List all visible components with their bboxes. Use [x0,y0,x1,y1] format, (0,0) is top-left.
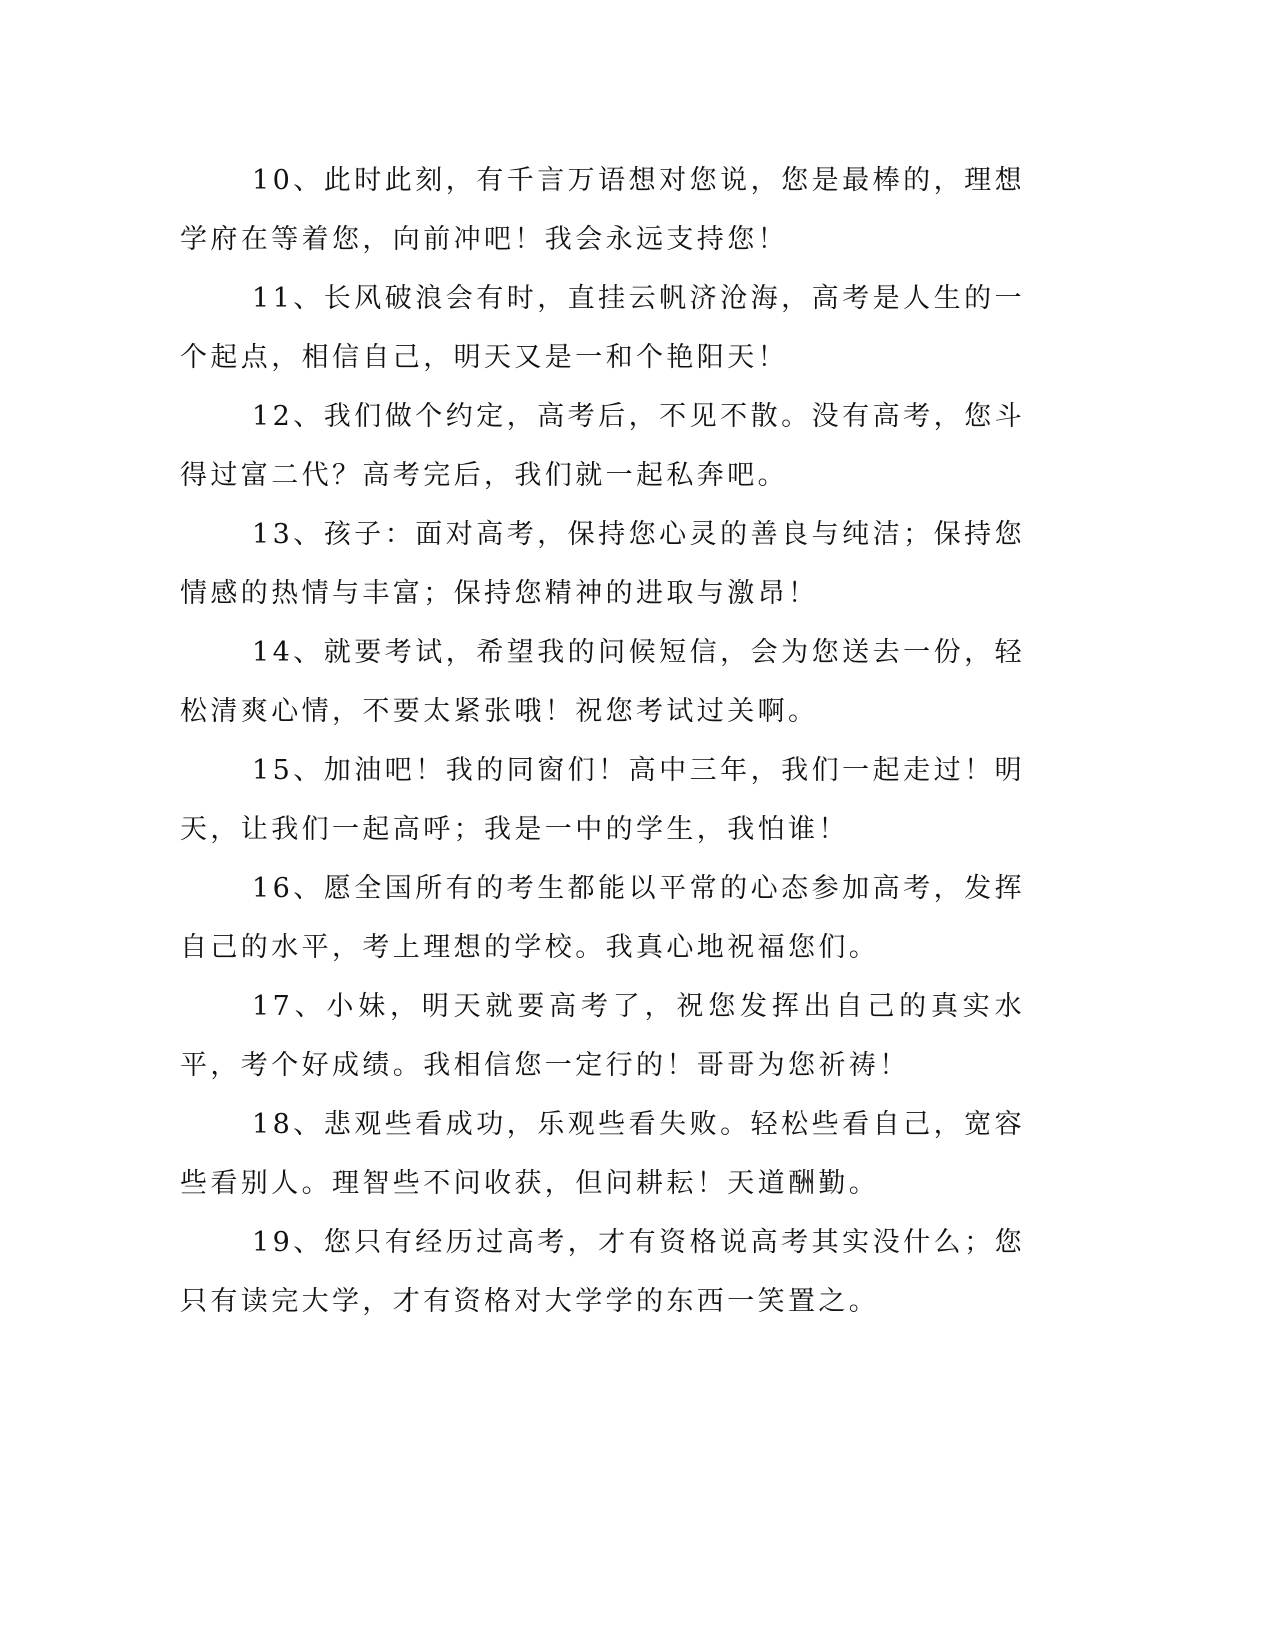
document-body [180,151,1025,1331]
paragraph-14: 14、就要考试，希望我的问候短信，会为您送去一份，轻松清爽心情，不要太紧张哦！祝您考试过关啊。 [180,637,1025,727]
paragraph-17: 17、小妹，明天就要高考了，祝您发挥出自己的真实水平，考个好成绩。我相信您一定行的！哥哥为您祈祷！ [180,991,1025,1081]
paragraph-18: 18、悲观些看成功，乐观些看失败。轻松些看自己，宽容些看别人。理智些不问收获，但问耕耘！天道酬勤。 [180,1109,1025,1199]
paragraph-10: 10、此时此刻，有千言万语想对您说，您是最棒的，理想学府在等着您，向前冲吧！我会永远支持您！ [180,165,1025,255]
paragraph-16: 16、愿全国所有的考生都能以平常的心态参加高考，发挥自己的水平，考上理想的学校。我真心地祝福您们。 [180,873,1025,963]
paragraph-13: 13、孩子：面对高考，保持您心灵的善良与纯洁；保持您情感的热情与丰富；保持您精神的进取与激昂！ [180,519,1025,609]
paragraph-11: 11、长风破浪会有时，直挂云帆济沧海，高考是人生的一个起点，相信自己，明天又是一和个艳阳天！ [180,283,1025,373]
paragraph-12: 12、我们做个约定，高考后，不见不散。没有高考，您斗得过富二代？高考完后，我们就一起私奔吧。 [180,401,1025,491]
paragraph-19: 19、您只有经历过高考，才有资格说高考其实没什么；您只有读完大学，才有资格对大学学的东西一笑置之。 [180,1227,1025,1317]
paragraph-15: 15、加油吧！我的同窗们！高中三年，我们一起走过！明天，让我们一起高呼；我是一中的学生，我怕谁！ [180,755,1025,845]
